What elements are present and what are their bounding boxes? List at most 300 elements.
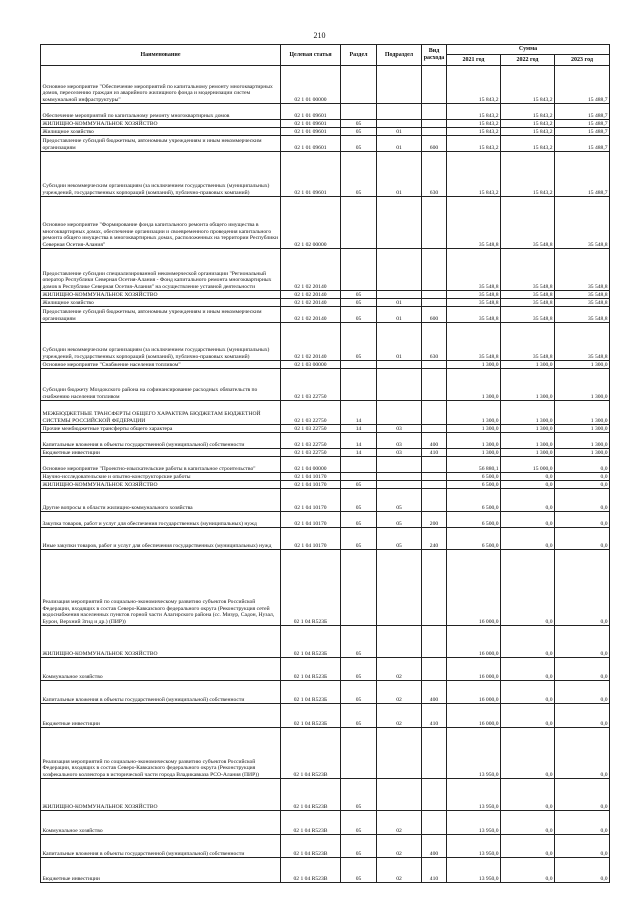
cell-y2022: 1 300,0 xyxy=(501,401,555,425)
cell-y2023: 1 300,0 xyxy=(555,433,610,449)
cell-y2021: 6 500,0 xyxy=(447,481,501,489)
cell-section: 05 xyxy=(341,136,377,152)
cell-sub: 02 xyxy=(377,835,422,858)
cell-y2023: 0,0 xyxy=(555,779,610,811)
cell-y2021: 35 548,8 xyxy=(447,197,501,249)
cell-y2021: 15 843,2 xyxy=(447,152,501,197)
table-row xyxy=(41,473,610,481)
cell-type: 200 xyxy=(422,512,447,528)
cell-target: 02 1 03 22750 xyxy=(281,449,341,457)
cell-target: 02 1 04 R523В xyxy=(281,728,341,779)
cell-target: 02 1 04 10170 xyxy=(281,528,341,550)
cell-sub: 01 xyxy=(377,307,422,323)
cell-y2023: 0,0 xyxy=(555,457,610,473)
cell-name: Коммунальное хозяйство xyxy=(41,811,281,835)
cell-target: 02 1 01 09601 xyxy=(281,120,341,128)
cell-section: 14 xyxy=(341,425,377,433)
cell-type xyxy=(422,457,447,473)
cell-y2022: 1 300,0 xyxy=(501,449,555,457)
table-body xyxy=(41,66,610,883)
cell-target: 02 1 04 00000 xyxy=(281,457,341,473)
cell-section: 14 xyxy=(341,401,377,425)
table-row xyxy=(41,249,610,291)
cell-sub xyxy=(377,291,422,299)
cell-y2021: 6 500,0 xyxy=(447,473,501,481)
cell-section: 05 xyxy=(341,704,377,728)
cell-name: Бюджетные инвестиции xyxy=(41,449,281,457)
cell-section xyxy=(341,369,377,401)
table-row xyxy=(41,369,610,401)
cell-name: ЖИЛИЩНО-КОММУНАЛЬНОЕ ХОЗЯЙСТВО xyxy=(41,120,281,128)
cell-type: 600 xyxy=(422,136,447,152)
cell-y2021: 13 950,0 xyxy=(447,858,501,883)
cell-y2023: 1 300,0 xyxy=(555,449,610,457)
cell-type: 410 xyxy=(422,449,447,457)
cell-y2021: 1 300,0 xyxy=(447,425,501,433)
cell-target: 02 1 04 R523Б xyxy=(281,681,341,704)
cell-y2021: 1 300,0 xyxy=(447,369,501,401)
cell-name: Иные закупки товаров, работ и услуг для обеспечения государственных (муниципальных) нужд xyxy=(41,528,281,550)
cell-y2021: 16 000,0 xyxy=(447,681,501,704)
cell-name: Коммунальное хозяйство xyxy=(41,658,281,681)
cell-sub: 01 xyxy=(377,128,422,136)
cell-sub: 01 xyxy=(377,152,422,197)
cell-type xyxy=(422,128,447,136)
cell-section: 05 xyxy=(341,681,377,704)
cell-y2023: 0,0 xyxy=(555,489,610,512)
header-target: Целевая статья xyxy=(281,45,341,66)
cell-y2021: 35 548,8 xyxy=(447,249,501,291)
budget-table xyxy=(40,44,610,883)
cell-y2021: 15 843,2 xyxy=(447,104,501,120)
cell-y2021: 35 548,8 xyxy=(447,299,501,307)
cell-section: 05 xyxy=(341,481,377,489)
cell-y2022: 1 300,0 xyxy=(501,361,555,369)
cell-sub xyxy=(377,361,422,369)
cell-y2023: 0,0 xyxy=(555,481,610,489)
cell-type xyxy=(422,550,447,626)
cell-y2023: 0,0 xyxy=(555,528,610,550)
cell-type xyxy=(422,197,447,249)
cell-name: Другие вопросы в области жилищно-коммунального хозяйства xyxy=(41,489,281,512)
cell-sub: 01 xyxy=(377,323,422,361)
cell-section: 05 xyxy=(341,307,377,323)
cell-y2023: 15 488,7 xyxy=(555,104,610,120)
cell-y2022: 0,0 xyxy=(501,811,555,835)
cell-target: 02 1 04 R523В xyxy=(281,779,341,811)
table-row xyxy=(41,658,610,681)
cell-target: 02 1 04 R523Б xyxy=(281,704,341,728)
cell-y2023: 35 548,8 xyxy=(555,249,610,291)
cell-y2022: 0,0 xyxy=(501,626,555,658)
table-row xyxy=(41,626,610,658)
cell-y2023: 15 488,7 xyxy=(555,120,610,128)
table-row xyxy=(41,528,610,550)
cell-y2023: 35 548,8 xyxy=(555,307,610,323)
cell-name: Обеспечение мероприятий по капитальному ремонту многоквартирных домов xyxy=(41,104,281,120)
cell-target: 02 1 03 22750 xyxy=(281,369,341,401)
cell-y2022: 0,0 xyxy=(501,489,555,512)
cell-type xyxy=(422,401,447,425)
table-row xyxy=(41,433,610,449)
cell-y2021: 13 950,0 xyxy=(447,835,501,858)
cell-type xyxy=(422,473,447,481)
cell-y2022: 15 000,0 xyxy=(501,457,555,473)
cell-target: 02 1 04 R523Б xyxy=(281,658,341,681)
cell-type xyxy=(422,658,447,681)
cell-sub xyxy=(377,728,422,779)
cell-section xyxy=(341,104,377,120)
cell-sub xyxy=(377,401,422,425)
cell-type xyxy=(422,779,447,811)
cell-y2021: 56 880,1 xyxy=(447,457,501,473)
cell-y2021: 16 000,0 xyxy=(447,704,501,728)
cell-y2022: 0,0 xyxy=(501,528,555,550)
table-row xyxy=(41,550,610,626)
cell-target: 02 1 02 20140 xyxy=(281,291,341,299)
table-row xyxy=(41,307,610,323)
cell-section xyxy=(341,457,377,473)
cell-name: Субсидии некоммерческим организациям (за исключением государственных (муниципальных) учреждений, государственных корпораций (компаний), публично-правовых компаний) xyxy=(41,323,281,361)
cell-name: Предоставление субсидий бюджетным, автономным учреждениям и иным некоммерческим организациям xyxy=(41,136,281,152)
cell-sub: 05 xyxy=(377,528,422,550)
cell-name: Бюджетные инвестиции xyxy=(41,858,281,883)
table-row xyxy=(41,681,610,704)
cell-section xyxy=(341,728,377,779)
cell-y2022: 0,0 xyxy=(501,473,555,481)
cell-type: 410 xyxy=(422,858,447,883)
cell-type: 630 xyxy=(422,323,447,361)
header-section: Раздел xyxy=(341,45,377,66)
cell-y2023: 0,0 xyxy=(555,704,610,728)
cell-y2022: 0,0 xyxy=(501,728,555,779)
cell-section: 14 xyxy=(341,433,377,449)
cell-type: 400 xyxy=(422,835,447,858)
table-row xyxy=(41,858,610,883)
cell-y2023: 0,0 xyxy=(555,681,610,704)
table-row xyxy=(41,449,610,457)
cell-name: Капитальные вложения в объекты государственной (муниципальной) собственности xyxy=(41,433,281,449)
cell-y2023: 0,0 xyxy=(555,858,610,883)
cell-target: 02 1 04 R523В xyxy=(281,858,341,883)
cell-y2023: 1 300,0 xyxy=(555,361,610,369)
cell-name: Основное мероприятие "Обеспечение мероприятий по капитальному ремонту многоквартирных домов, переселению граждан из аварийного жилищного фонда и модернизации систем коммунальной инфраструктуры" xyxy=(41,66,281,104)
cell-name: Жилищное хозяйство xyxy=(41,299,281,307)
cell-sub xyxy=(377,457,422,473)
cell-target: 02 1 04 10170 xyxy=(281,473,341,481)
cell-y2022: 1 300,0 xyxy=(501,433,555,449)
cell-y2022: 35 548,8 xyxy=(501,307,555,323)
cell-target: 02 1 02 20140 xyxy=(281,299,341,307)
cell-section xyxy=(341,249,377,291)
cell-y2023: 35 548,8 xyxy=(555,291,610,299)
cell-target: 02 1 04 R523Б xyxy=(281,550,341,626)
cell-sub: 02 xyxy=(377,658,422,681)
cell-sub xyxy=(377,626,422,658)
cell-sub: 03 xyxy=(377,433,422,449)
cell-sub xyxy=(377,66,422,104)
cell-name: Предоставление субсидий бюджетным, автономным учреждениям и иным некоммерческим организациям xyxy=(41,307,281,323)
cell-y2021: 6 500,0 xyxy=(447,528,501,550)
cell-sub xyxy=(377,369,422,401)
cell-y2023: 15 488,7 xyxy=(555,152,610,197)
cell-y2023: 0,0 xyxy=(555,473,610,481)
cell-y2021: 35 548,8 xyxy=(447,307,501,323)
cell-y2023: 15 488,7 xyxy=(555,66,610,104)
cell-sub: 02 xyxy=(377,704,422,728)
cell-sub xyxy=(377,481,422,489)
cell-y2022: 1 300,0 xyxy=(501,425,555,433)
cell-target: 02 1 01 00000 xyxy=(281,66,341,104)
cell-name: ЖИЛИЩНО-КОММУНАЛЬНОЕ ХОЗЯЙСТВО xyxy=(41,779,281,811)
page-number: 210 xyxy=(313,31,326,40)
cell-y2023: 15 488,7 xyxy=(555,128,610,136)
cell-type xyxy=(422,104,447,120)
cell-y2023: 0,0 xyxy=(555,658,610,681)
cell-y2021: 15 843,2 xyxy=(447,128,501,136)
cell-sub: 01 xyxy=(377,299,422,307)
cell-type: 400 xyxy=(422,433,447,449)
cell-sub: 03 xyxy=(377,449,422,457)
cell-section: 05 xyxy=(341,120,377,128)
cell-section xyxy=(341,550,377,626)
cell-section: 05 xyxy=(341,299,377,307)
cell-name: ЖИЛИЩНО-КОММУНАЛЬНОЕ ХОЗЯЙСТВО xyxy=(41,291,281,299)
cell-y2021: 35 548,8 xyxy=(447,291,501,299)
table-row xyxy=(41,299,610,307)
cell-y2021: 13 950,0 xyxy=(447,779,501,811)
table-row xyxy=(41,136,610,152)
cell-sub xyxy=(377,120,422,128)
cell-type: 410 xyxy=(422,704,447,728)
cell-y2023: 1 300,0 xyxy=(555,425,610,433)
cell-y2022: 15 843,2 xyxy=(501,66,555,104)
cell-section: 05 xyxy=(341,489,377,512)
cell-y2023: 0,0 xyxy=(555,811,610,835)
cell-y2023: 35 548,8 xyxy=(555,197,610,249)
cell-sub: 02 xyxy=(377,681,422,704)
cell-name: ЖИЛИЩНО-КОММУНАЛЬНОЕ ХОЗЯЙСТВО xyxy=(41,481,281,489)
cell-type xyxy=(422,626,447,658)
table-row xyxy=(41,457,610,473)
cell-name: Капитальные вложения в объекты государственной (муниципальной) собственности xyxy=(41,681,281,704)
cell-y2021: 6 500,0 xyxy=(447,512,501,528)
table-row xyxy=(41,197,610,249)
cell-target: 02 1 03 22750 xyxy=(281,425,341,433)
table-row xyxy=(41,361,610,369)
cell-name: Субсидии некоммерческим организациям (за исключением государственных (муниципальных) учреждений, государственных корпораций (компаний), публично-правовых компаний) xyxy=(41,152,281,197)
cell-type: 400 xyxy=(422,681,447,704)
cell-y2021: 15 843,2 xyxy=(447,136,501,152)
cell-y2023: 0,0 xyxy=(555,626,610,658)
cell-section: 05 xyxy=(341,658,377,681)
cell-y2022: 1 300,0 xyxy=(501,369,555,401)
cell-y2021: 16 000,0 xyxy=(447,550,501,626)
table-row xyxy=(41,323,610,361)
table-row xyxy=(41,120,610,128)
cell-y2022: 15 843,2 xyxy=(501,136,555,152)
cell-target: 02 1 02 20140 xyxy=(281,249,341,291)
table-row xyxy=(41,704,610,728)
cell-name: Жилищное хозяйство xyxy=(41,128,281,136)
header-subsection: Подраздел xyxy=(377,45,422,66)
cell-sub xyxy=(377,550,422,626)
cell-y2022: 35 548,8 xyxy=(501,323,555,361)
table-row xyxy=(41,104,610,120)
cell-type xyxy=(422,249,447,291)
cell-y2021: 16 000,0 xyxy=(447,658,501,681)
cell-y2021: 35 548,8 xyxy=(447,323,501,361)
cell-target: 02 1 03 00000 xyxy=(281,361,341,369)
cell-name: МЕЖБЮДЖЕТНЫЕ ТРАНСФЕРТЫ ОБЩЕГО ХАРАКТЕРА БЮДЖЕТАМ БЮДЖЕТНОЙ СИСТЕМЫ РОССИЙСКОЙ ФЕДЕРАЦИИ xyxy=(41,401,281,425)
header-2022: 2022 год xyxy=(501,55,555,66)
cell-name: Закупка товаров, работ и услуг для обеспечения государственных (муниципальных) нужд xyxy=(41,512,281,528)
table-row xyxy=(41,489,610,512)
table-row xyxy=(41,481,610,489)
cell-type xyxy=(422,291,447,299)
cell-sub: 02 xyxy=(377,858,422,883)
table-row xyxy=(41,512,610,528)
cell-type: 600 xyxy=(422,307,447,323)
cell-target: 02 1 02 00000 xyxy=(281,197,341,249)
cell-type xyxy=(422,425,447,433)
table-row xyxy=(41,425,610,433)
cell-type xyxy=(422,66,447,104)
cell-section xyxy=(341,66,377,104)
cell-sub xyxy=(377,473,422,481)
cell-type xyxy=(422,361,447,369)
cell-target: 02 1 04 R523В xyxy=(281,835,341,858)
cell-section: 05 xyxy=(341,152,377,197)
cell-y2021: 1 300,0 xyxy=(447,361,501,369)
cell-y2022: 0,0 xyxy=(501,858,555,883)
cell-name: Бюджетные инвестиции xyxy=(41,704,281,728)
cell-y2022: 15 843,2 xyxy=(501,104,555,120)
cell-section: 05 xyxy=(341,323,377,361)
cell-target: 02 1 04 10170 xyxy=(281,512,341,528)
cell-name: Прочие межбюджетные трансферты общего характера xyxy=(41,425,281,433)
cell-target: 02 1 04 10170 xyxy=(281,489,341,512)
cell-name: Капитальные вложения в объекты государственной (муниципальной) собственности xyxy=(41,835,281,858)
cell-name: Основное мероприятие "Проектно-изыскательские работы в капитальное строительство" xyxy=(41,457,281,473)
cell-y2021: 6 500,0 xyxy=(447,489,501,512)
cell-y2022: 35 548,8 xyxy=(501,299,555,307)
header-2023: 2023 год xyxy=(555,55,610,66)
cell-type: 630 xyxy=(422,152,447,197)
cell-sub xyxy=(377,197,422,249)
cell-name: Реализация мероприятий по социально-экономическому развитию субъектов Российской Федерации, входящих в состав Северо-Кавказского федерального округа (Реконструкция хозфекального коллектора в исторической части города Владикавказа РСО-Алания (ПИР)) xyxy=(41,728,281,779)
cell-y2022: 15 843,2 xyxy=(501,128,555,136)
cell-sub: 05 xyxy=(377,489,422,512)
cell-type xyxy=(422,481,447,489)
cell-y2023: 0,0 xyxy=(555,835,610,858)
cell-name: ЖИЛИЩНО-КОММУНАЛЬНОЕ ХОЗЯЙСТВО xyxy=(41,626,281,658)
cell-target: 02 1 04 R523В xyxy=(281,811,341,835)
cell-target: 02 1 03 22750 xyxy=(281,433,341,449)
cell-y2021: 13 950,0 xyxy=(447,728,501,779)
cell-section: 05 xyxy=(341,512,377,528)
table-row xyxy=(41,728,610,779)
cell-name: Основное мероприятие "Снабжение населения топливом" xyxy=(41,361,281,369)
table-row xyxy=(41,835,610,858)
cell-y2023: 35 548,8 xyxy=(555,323,610,361)
table-row xyxy=(41,152,610,197)
cell-y2022: 0,0 xyxy=(501,779,555,811)
cell-target: 02 1 04 R523Б xyxy=(281,626,341,658)
cell-y2023: 0,0 xyxy=(555,728,610,779)
cell-section: 05 xyxy=(341,626,377,658)
cell-y2022: 0,0 xyxy=(501,658,555,681)
cell-y2022: 0,0 xyxy=(501,481,555,489)
cell-sub xyxy=(377,249,422,291)
cell-y2023: 1 300,0 xyxy=(555,401,610,425)
cell-y2022: 0,0 xyxy=(501,681,555,704)
cell-sub: 05 xyxy=(377,512,422,528)
cell-sub xyxy=(377,779,422,811)
cell-y2021: 16 000,0 xyxy=(447,626,501,658)
cell-y2021: 15 843,2 xyxy=(447,120,501,128)
cell-name: Основное мероприятие "Формирование фонда капитального ремонта общего имущества в многоквартирных домах, обеспечение организации и своевременного проведения капитального ремонта общего имущества в многоквартирных домах, расположенных на территории Республики Северная Осетия-Алания" xyxy=(41,197,281,249)
cell-target: 02 1 03 22750 xyxy=(281,401,341,425)
cell-type xyxy=(422,489,447,512)
cell-target: 02 1 01 09601 xyxy=(281,104,341,120)
header-name: Наименование xyxy=(41,45,281,66)
cell-y2022: 0,0 xyxy=(501,512,555,528)
cell-y2021: 13 950,0 xyxy=(447,811,501,835)
cell-y2023: 0,0 xyxy=(555,512,610,528)
cell-type xyxy=(422,369,447,401)
cell-section: 05 xyxy=(341,858,377,883)
cell-y2023: 0,0 xyxy=(555,550,610,626)
cell-y2021: 1 300,0 xyxy=(447,449,501,457)
cell-y2022: 0,0 xyxy=(501,835,555,858)
table-row xyxy=(41,811,610,835)
table-row xyxy=(41,291,610,299)
cell-section xyxy=(341,197,377,249)
cell-y2022: 0,0 xyxy=(501,550,555,626)
cell-name: Реализация мероприятий по социально-экономическому развитию субъектов Российской Федерации, входящих в состав Северо-Кавказского федерального округа (Реконструкция сетей водоснабжения населенных пунктов горной части Алагирского района (сс. Мизур, Садон, Нузал, Бурон, Верхний Згид и др.) (ПИР)) xyxy=(41,550,281,626)
cell-section: 05 xyxy=(341,811,377,835)
cell-sub: 03 xyxy=(377,425,422,433)
cell-y2022: 35 548,8 xyxy=(501,197,555,249)
cell-y2022: 15 843,2 xyxy=(501,120,555,128)
cell-y2023: 1 300,0 xyxy=(555,369,610,401)
cell-type xyxy=(422,299,447,307)
cell-y2022: 35 548,8 xyxy=(501,291,555,299)
cell-type xyxy=(422,120,447,128)
cell-y2021: 1 300,0 xyxy=(447,401,501,425)
cell-y2023: 35 548,8 xyxy=(555,299,610,307)
cell-name: Предоставление субсидии специализированной некоммерческой организации "Региональный оператор Республики Северная Осетия-Алания - Фонд капитального ремонта многоквартирных домов в Республике Северная Осетия-Алания" на осуществление уставной деятельности xyxy=(41,249,281,291)
cell-y2022: 35 548,8 xyxy=(501,249,555,291)
cell-type: 240 xyxy=(422,528,447,550)
cell-name: Научно-исследовательские и опытно-конструкторские работы xyxy=(41,473,281,481)
header-sum: Сумма xyxy=(447,45,610,55)
cell-y2021: 1 300,0 xyxy=(447,433,501,449)
cell-y2022: 15 843,2 xyxy=(501,152,555,197)
cell-type xyxy=(422,811,447,835)
cell-name: Субсидии бюджету Моздокского района на софинансирование расходных обязательств по снабжению населения топливом xyxy=(41,369,281,401)
cell-section: 14 xyxy=(341,449,377,457)
table-row xyxy=(41,128,610,136)
cell-section: 05 xyxy=(341,528,377,550)
cell-type xyxy=(422,728,447,779)
cell-section xyxy=(341,473,377,481)
table-row xyxy=(41,779,610,811)
cell-y2023: 15 488,7 xyxy=(555,136,610,152)
cell-target: 02 1 04 10170 xyxy=(281,481,341,489)
header-2021: 2021 год xyxy=(447,55,501,66)
